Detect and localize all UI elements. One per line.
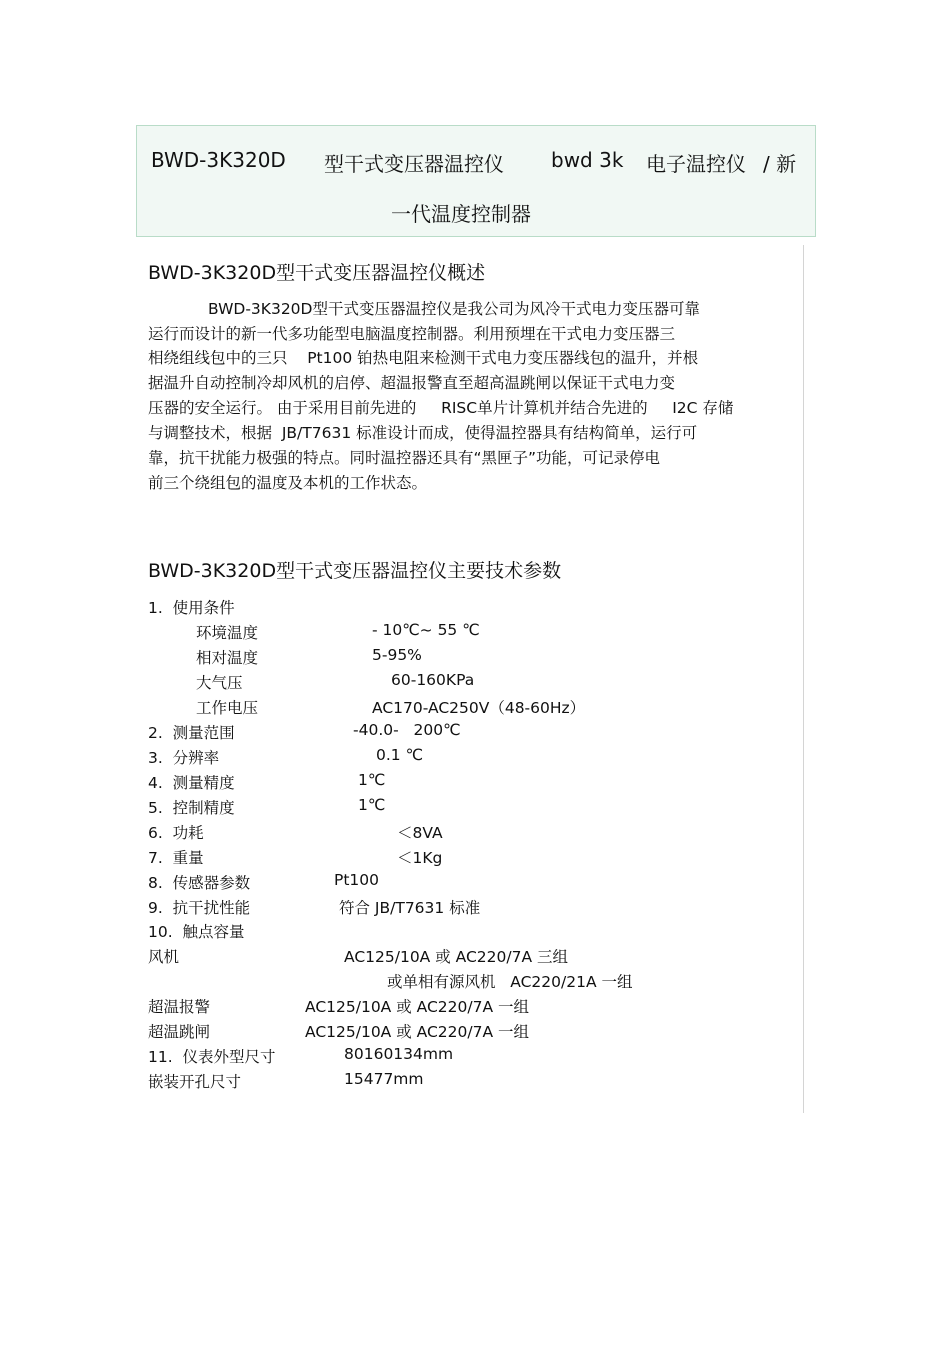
spec-label: 超温跳闸 <box>148 1023 211 1041</box>
spec-value: 1℃ <box>358 771 386 789</box>
spec-value: AC125/10A 或 AC220/7A 一组 <box>305 998 529 1016</box>
title-product: 型干式变压器温控仪 <box>324 152 504 176</box>
spec-label: 环境温度 <box>196 624 259 642</box>
spec-label: 嵌装开孔尺寸 <box>148 1073 242 1091</box>
spec-value: Pt100 <box>334 871 380 889</box>
spec-value: 0.1 ℃ <box>376 746 423 764</box>
spec-label: 7. 重量 <box>148 849 204 867</box>
overview-line: 运行而设计的新一代多功能型电脑温度控制器。利用预埋在干式电力变压器三 <box>148 325 676 343</box>
title-separator: / 新 <box>763 152 797 176</box>
spec-label: 风机 <box>148 948 180 966</box>
spec-value: AC170-AC250V（48-60Hz） <box>372 699 586 717</box>
spec-label: 工作电压 <box>196 699 259 717</box>
vertical-divider <box>803 245 804 1113</box>
overview-line: 前三个绕组包的温度及本机的工作状态。 <box>148 474 428 492</box>
spec-value: 1℃ <box>358 796 386 814</box>
spec-label: 6. 功耗 <box>148 824 204 842</box>
spec-label: 9. 抗干扰性能 <box>148 899 251 917</box>
spec-value: 5-95% <box>372 646 422 664</box>
spec-label: 大气压 <box>196 674 243 692</box>
spec-value: 15477mm <box>344 1070 424 1088</box>
spec-value: ＜1Kg <box>397 849 443 867</box>
spec-value: ＜8VA <box>397 824 443 842</box>
spec-value: 符合 JB/T7631 标准 <box>339 899 481 917</box>
title-product-alt: 电子温控仪 <box>646 152 746 176</box>
spec-value: AC125/10A 或 AC220/7A 一组 <box>305 1023 529 1041</box>
spec-label: 5. 控制精度 <box>148 799 235 817</box>
title-model: BWD-3K320D <box>151 148 286 172</box>
overview-line: 与调整技术，根据 JB/T7631 标准设计而成，使得温控器具有结构简单，运行可 <box>148 424 698 442</box>
spec-value: 或单相有源风机 AC220/21A 一组 <box>387 973 633 991</box>
spec-value: AC125/10A 或 AC220/7A 三组 <box>344 948 568 966</box>
title-keyword: bwd 3k <box>551 148 624 172</box>
overview-line: 据温升自动控制冷却风机的启停、超温报警直至超高温跳闸以保证干式电力变 <box>148 374 676 392</box>
spec-value: 80160134mm <box>344 1045 454 1063</box>
specs-heading: BWD-3K320D型干式变压器温控仪主要技术参数 <box>148 560 562 582</box>
spec-value: - 10℃~ 55 ℃ <box>372 621 480 639</box>
overview-line: 压器的安全运行。 由于采用目前先进的 RISC单片计算机并结合先进的 I2C 存储 <box>148 399 734 417</box>
spec-label: 1. 使用条件 <box>148 599 235 617</box>
spec-value: -40.0- 200℃ <box>353 721 461 739</box>
spec-label: 相对温度 <box>196 649 259 667</box>
overview-line: 相绕组线包中的三只 Pt100 铂热电阻来检测干式电力变压器线包的温升，并根 <box>148 349 699 367</box>
title-subtitle: 一代温度控制器 <box>391 202 531 226</box>
spec-label: 2. 测量范围 <box>148 724 235 742</box>
spec-label: 4. 测量精度 <box>148 774 235 792</box>
spec-label: 3. 分辨率 <box>148 749 220 767</box>
overview-heading: BWD-3K320D型干式变压器温控仪概述 <box>148 262 486 284</box>
spec-label: 8. 传感器参数 <box>148 874 251 892</box>
document-title-box <box>136 125 816 237</box>
overview-line: BWD-3K320D型干式变压器温控仪是我公司为风冷干式电力变压器可靠 <box>208 300 700 318</box>
spec-label: 10. 触点容量 <box>148 923 245 941</box>
spec-label: 11. 仪表外型尺寸 <box>148 1048 276 1066</box>
overview-line: 靠，抗干扰能力极强的特点。同时温控器还具有“黑匣子”功能，可记录停电 <box>148 449 661 467</box>
spec-value: 60-160KPa <box>391 671 475 689</box>
spec-label: 超温报警 <box>148 998 211 1016</box>
